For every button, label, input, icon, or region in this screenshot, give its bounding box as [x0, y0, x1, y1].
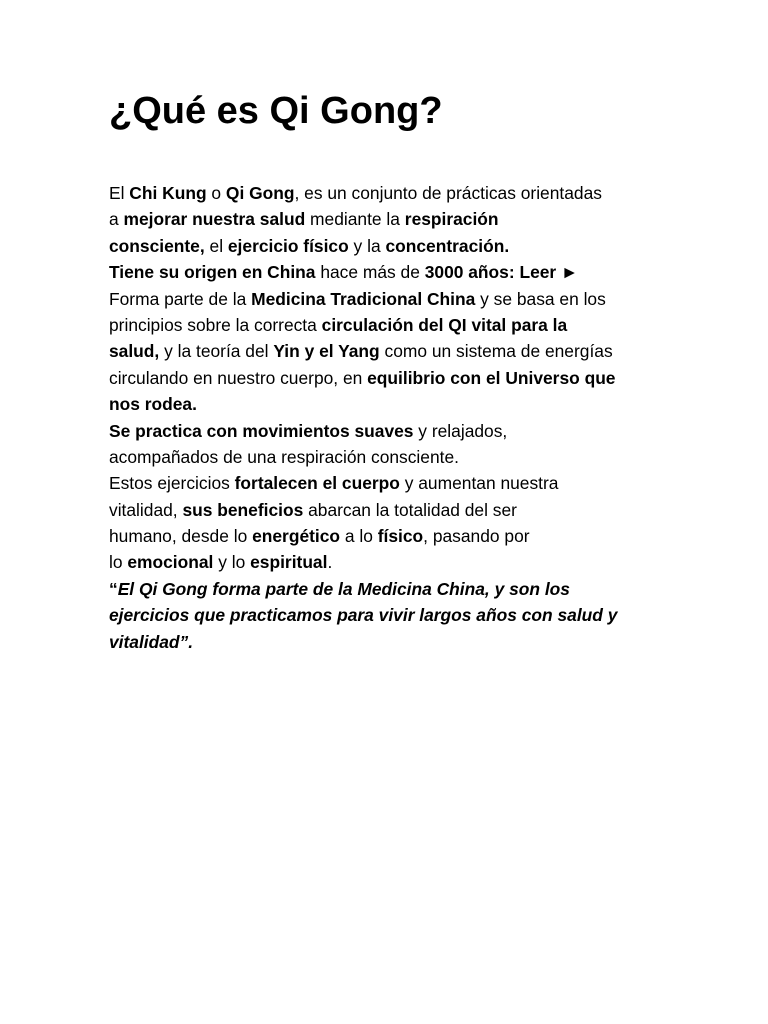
bold-italic-quote-text: vitalidad”.: [109, 631, 194, 652]
body-text: [109, 180, 709, 655]
plain-text: vitalidad,: [109, 499, 183, 520]
bold-text: emocional: [127, 552, 214, 573]
bold-text: energético: [252, 526, 341, 547]
text-line: [109, 180, 709, 206]
text-line: [109, 391, 709, 417]
text-line: [109, 444, 709, 470]
text-line: [109, 549, 709, 575]
plain-text: o: [206, 183, 226, 203]
bold-text: consciente,: [109, 235, 205, 256]
plain-text: a: [109, 209, 124, 230]
bold-italic-quote-text: El Qi Gong forma parte de la Medicina China, y son los: [117, 578, 570, 599]
plain-text: Forma parte de la: [109, 288, 252, 309]
plain-text: el: [204, 235, 228, 256]
bold-text: equilibrio con el Universo que: [367, 367, 616, 388]
plain-text: acompañados de una respiración consciente.: [109, 446, 459, 467]
plain-text: y la: [348, 235, 386, 256]
bold-text: sus beneficios: [182, 499, 304, 520]
plain-text: Estos ejercicios: [109, 473, 235, 494]
text-line: [109, 602, 709, 628]
bold-text: respiración: [404, 209, 499, 230]
text-line: [109, 259, 709, 285]
plain-text: a lo: [340, 526, 378, 547]
bold-text: fortalecen el cuerpo: [234, 473, 400, 494]
plain-text: lo: [109, 552, 128, 573]
plain-text: y la teoría del: [159, 341, 274, 362]
bold-text: Se practica con movimientos suaves: [109, 420, 414, 441]
bold-text: Tiene su origen en China: [109, 262, 316, 283]
text-line: [109, 470, 709, 496]
text-line: [109, 286, 709, 312]
plain-text: principios sobre la correcta: [109, 314, 322, 335]
bold-text: circulación del QI vital para la: [321, 314, 568, 335]
text-line: [109, 365, 709, 391]
bold-text: físico: [377, 526, 424, 547]
plain-text: .: [327, 552, 333, 573]
plain-text: circulando en nuestro cuerpo, en: [109, 367, 368, 388]
bold-text: Medicina Tradicional China: [251, 288, 476, 309]
plain-text: y relajados,: [413, 420, 508, 441]
bold-text: salud,: [109, 341, 160, 362]
plain-text: humano, desde lo: [109, 526, 253, 547]
bold-text: Yin y el Yang: [273, 341, 380, 362]
text-line: [109, 497, 709, 523]
plain-text: y se basa en los: [475, 288, 606, 309]
bold-text: “: [109, 578, 118, 599]
plain-text: mediante la: [305, 209, 405, 230]
bold-text: concentración.: [385, 235, 510, 256]
bold-text: Qi Gong: [225, 183, 295, 203]
plain-text: , es un conjunto de prácticas orientadas: [294, 183, 602, 203]
text-line: [109, 338, 709, 364]
text-line: [109, 523, 709, 549]
plain-text: y lo: [213, 552, 251, 573]
text-line: [109, 629, 709, 655]
plain-text: El: [109, 183, 130, 203]
plain-text: abarcan la totalidad del ser: [303, 499, 517, 520]
plain-text: y aumentan nuestra: [399, 473, 559, 494]
plain-text: hace más de: [315, 262, 425, 283]
text-line: [109, 576, 709, 602]
text-line: [109, 312, 709, 338]
text-line: [109, 233, 709, 259]
bold-text: nos rodea.: [109, 394, 197, 415]
bold-italic-quote-text: ejercicios que practicamos para vivir largos años con salud y: [109, 605, 618, 626]
bold-text: 3000 años: Leer ►: [424, 262, 579, 283]
bold-text: ejercicio físico: [227, 235, 349, 256]
bold-text: Chi Kung: [129, 183, 207, 203]
page-title: ¿Qué es Qi Gong?: [109, 90, 443, 132]
plain-text: , pasando por: [423, 526, 530, 547]
text-line: [109, 206, 709, 232]
bold-text: mejorar nuestra salud: [123, 209, 306, 230]
bold-text: espiritual: [250, 552, 328, 573]
text-line: [109, 418, 709, 444]
plain-text: como un sistema de energías: [379, 341, 613, 362]
